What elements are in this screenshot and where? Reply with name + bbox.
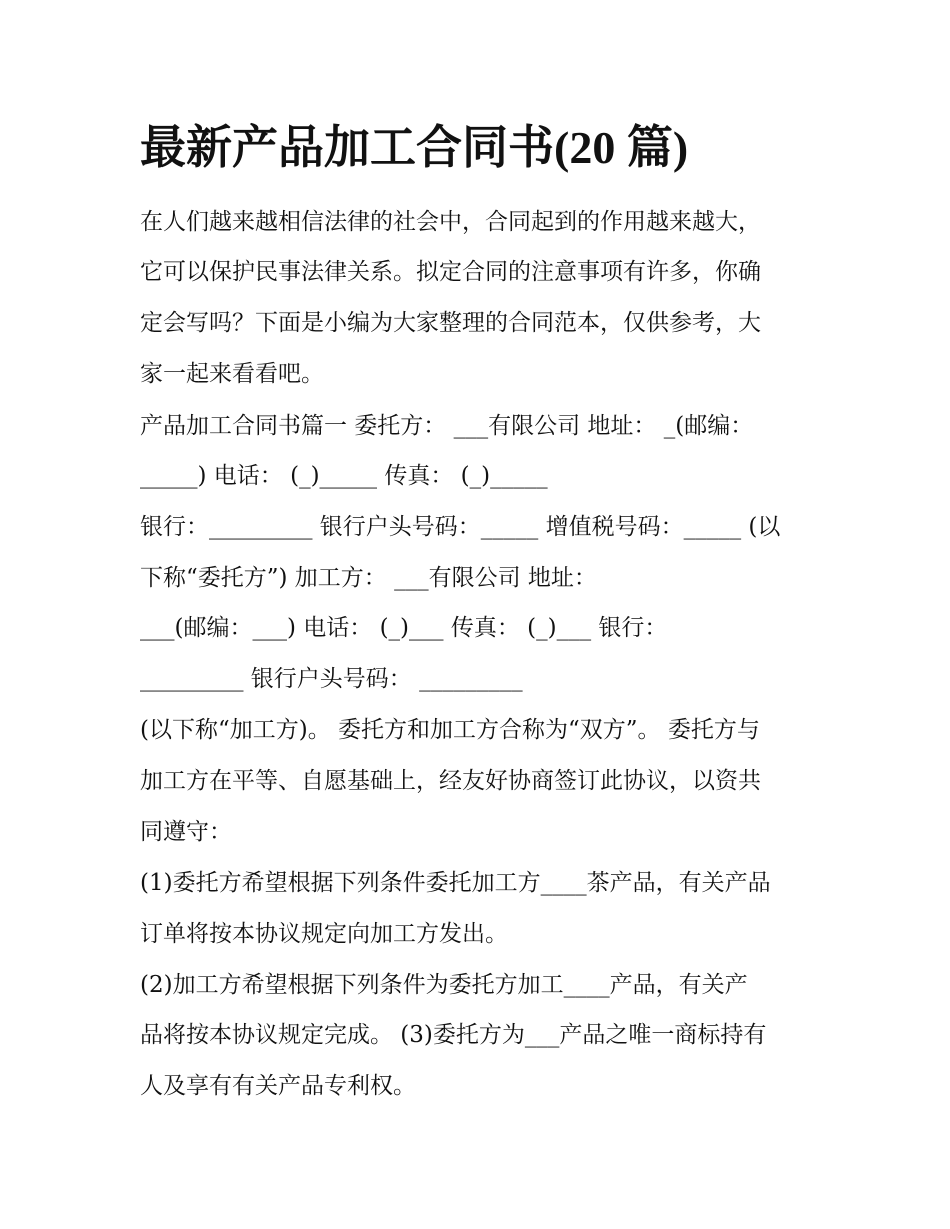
body-line: 它可以保护民事法律关系。拟定合同的注意事项有许多，你确 [140, 259, 761, 285]
body-line: 在人们越来越相信法律的社会中，合同起到的作用越来越大， [140, 209, 761, 235]
body-line: ___(邮编：___) 电话： (_)___ 传真： (_)___ 银行： [140, 615, 668, 641]
body-line: 家一起来看看吧。 [140, 361, 324, 387]
body-line: 人及享有有关产品专利权。 [140, 1073, 416, 1099]
body-line: (2)加工方希望根据下列条件为委托方加工____产品，有关产 [140, 972, 748, 998]
body-line: _____) 电话： (_)_____ 传真： (_)_____ [140, 463, 548, 489]
body-line: 定会写吗？下面是小编为大家整理的合同范本，仅供参考，大 [140, 310, 761, 336]
body-line: 银行：_________ 银行户头号码：_____ 增值税号码：_____ (以 [140, 514, 781, 540]
body-line: 下称“委托方”) 加工方： ___有限公司 地址： [140, 565, 597, 591]
body-line: 产品加工合同书篇一 委托方： ___有限公司 地址： _(邮编： [140, 413, 754, 439]
body-line: _________ 银行户头号码： _________ [140, 666, 523, 692]
document-title [140, 116, 840, 179]
title-count: (20 篇) [554, 122, 689, 173]
title-text: 最新产品加工合同书 [140, 120, 554, 174]
body-line: 同遵守： [140, 819, 232, 845]
body-line: (1)委托方希望根据下列条件委托加工方____茶产品，有关产品 [140, 870, 771, 896]
body-line: 加工方在平等、自愿基础上，经友好协商签订此协议，以资共 [140, 768, 761, 794]
body-line: (以下称“加工方)。 委托方和加工方合称为“双方”。 委托方与 [140, 717, 760, 743]
body-line: 订单将按本协议规定向加工方发出。 [140, 921, 508, 947]
body-line: 品将按本协议规定完成。 (3)委托方为___产品之唯一商标持有 [140, 1022, 767, 1048]
